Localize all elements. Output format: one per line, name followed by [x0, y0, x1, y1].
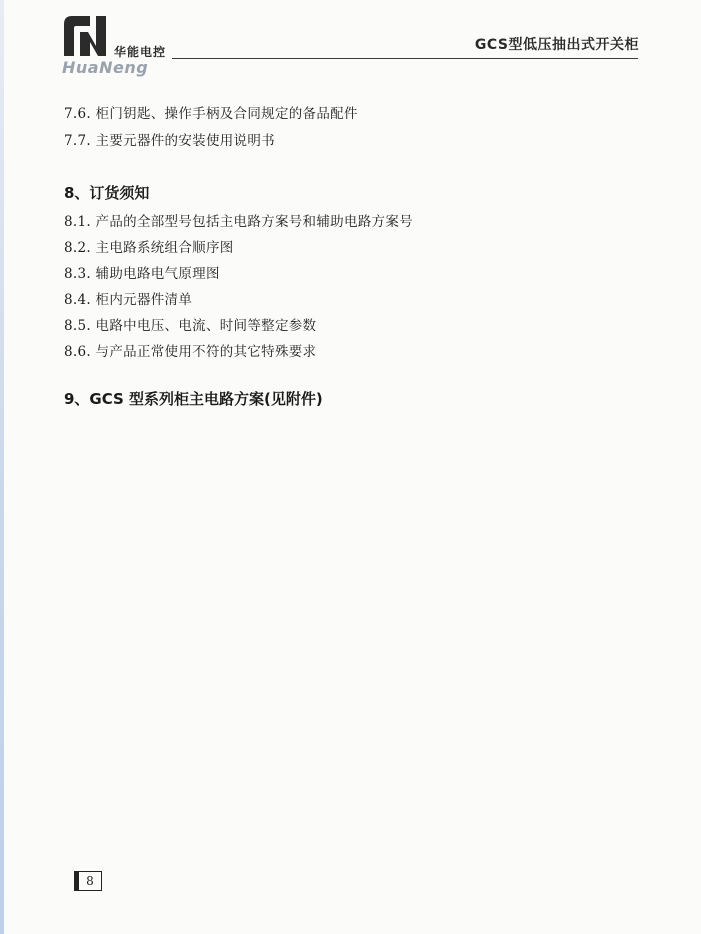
header-divider	[172, 58, 638, 59]
list-item: 8.6. 与产品正常使用不符的其它特殊要求	[64, 344, 317, 360]
list-item: 8.5. 电路中电压、电流、时间等整定参数	[64, 318, 317, 334]
page-number: 8	[78, 871, 102, 891]
company-logo	[60, 14, 180, 77]
section-heading-main-circuit: 9、GCS 型系列柜主电路方案(见附件)	[64, 390, 323, 408]
list-item: 8.1. 产品的全部型号包括主电路方案号和辅助电路方案号	[64, 214, 413, 230]
section-heading-ordering: 8、订货须知	[64, 184, 150, 202]
list-item: 8.2. 主电路系统组合顺序图	[64, 240, 234, 256]
huaneng-logo-icon	[60, 14, 112, 58]
document-header-title: GCS型低压抽出式开关柜	[474, 37, 639, 53]
list-item: 7.7. 主要元器件的安装使用说明书	[64, 133, 275, 149]
page-edge-shadow	[0, 0, 4, 934]
list-item: 7.6. 柜门钥匙、操作手柄及合同规定的备品配件	[64, 106, 358, 122]
logo-english-text: HuaNeng	[62, 58, 149, 77]
list-item: 8.3. 辅助电路电气原理图	[64, 266, 220, 282]
list-item: 8.4. 柜内元器件清单	[64, 292, 193, 308]
logo-chinese-text: 华能电控	[114, 45, 167, 59]
